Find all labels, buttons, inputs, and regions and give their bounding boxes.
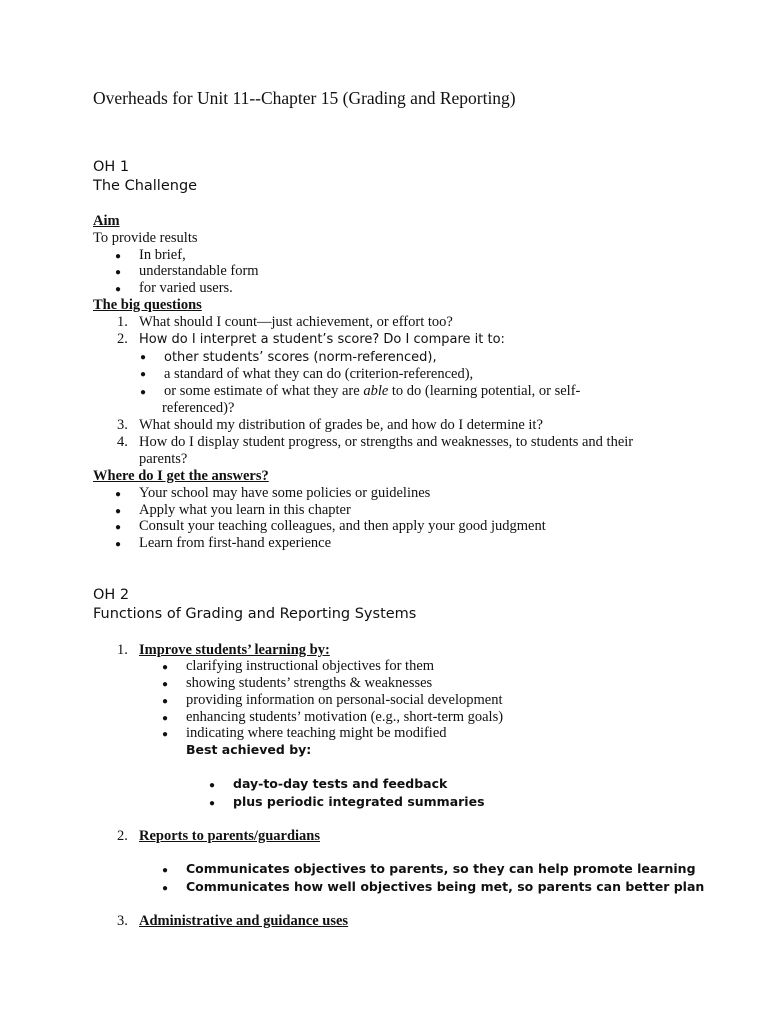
question-2-sub-continuation: referenced)? bbox=[162, 400, 235, 416]
best-item: day-to-day tests and feedback bbox=[233, 776, 448, 791]
question-1: What should I count—just achievement, or effort too? bbox=[139, 314, 453, 330]
question-2-sub bbox=[164, 384, 580, 399]
best-achieved-label: Best achieved by: bbox=[186, 742, 312, 757]
bullet-icon: ● bbox=[115, 251, 122, 262]
bullet-icon: ● bbox=[115, 489, 122, 500]
function-3-heading: Administrative and guidance uses bbox=[139, 913, 349, 929]
list-number: 1. bbox=[117, 642, 128, 658]
list-number: 2. bbox=[117, 828, 128, 844]
aim-item: understandable form bbox=[139, 263, 259, 279]
question-2-sub: other students’ scores (norm-referenced), bbox=[164, 350, 437, 365]
best-item: plus periodic integrated summaries bbox=[233, 794, 485, 809]
bullet-icon: ● bbox=[162, 662, 169, 673]
question-2-sub-text: or some estimate of what they are bbox=[164, 383, 364, 399]
list-number: 3. bbox=[117, 913, 128, 929]
question-2-sub-emphasis: able bbox=[363, 383, 389, 399]
answer-item: Learn from first-hand experience bbox=[139, 535, 332, 551]
bullet-icon: ● bbox=[162, 679, 169, 690]
function-1-heading: Improve students’ learning by: bbox=[139, 642, 330, 658]
question-3: What should my distribution of grades be, and how do I determine it? bbox=[139, 417, 543, 433]
bullet-icon: ● bbox=[209, 780, 216, 791]
aim-item: for varied users. bbox=[139, 280, 233, 296]
oh2-heading: Functions of Grading and Reporting Systems bbox=[93, 606, 417, 622]
oh1-heading: The Challenge bbox=[93, 178, 198, 194]
oh2-label: OH 2 bbox=[93, 587, 130, 603]
bullet-icon: ● bbox=[162, 696, 169, 707]
bullet-icon: ● bbox=[115, 522, 122, 533]
aim-item: In brief, bbox=[139, 247, 186, 263]
bullet-icon: ● bbox=[140, 369, 147, 380]
bullet-icon: ● bbox=[209, 798, 216, 809]
bullet-icon: ● bbox=[162, 883, 169, 894]
aim-intro: To provide results bbox=[93, 230, 198, 246]
bullet-icon: ● bbox=[162, 865, 169, 876]
function-2-heading: Reports to parents/guardians bbox=[139, 828, 320, 844]
function-1-item: clarifying instructional objectives for them bbox=[186, 658, 435, 674]
question-2-sub-text: to do (learning potential, or self- bbox=[388, 383, 581, 399]
question-4: How do I display student progress, or strengths and weaknesses, to students and their bbox=[139, 434, 634, 450]
bullet-icon: ● bbox=[140, 352, 147, 363]
big-questions-heading: The big questions bbox=[93, 297, 202, 313]
function-2-item: Communicates objectives to parents, so they can help promote learning bbox=[186, 861, 696, 876]
function-1-item: providing information on personal-social development bbox=[186, 692, 503, 708]
document-title: Overheads for Unit 11--Chapter 15 (Grading and Reporting) bbox=[93, 88, 516, 108]
question-2: How do I interpret a student’s score? Do I compare it to: bbox=[139, 332, 505, 347]
bullet-icon: ● bbox=[115, 506, 122, 517]
bullet-icon: ● bbox=[162, 729, 169, 740]
function-1-item: enhancing students’ motivation (e.g., short-term goals) bbox=[186, 709, 504, 725]
oh1-label: OH 1 bbox=[93, 159, 130, 175]
list-number: 2. bbox=[117, 331, 128, 347]
answers-heading: Where do I get the answers? bbox=[93, 468, 269, 484]
bullet-icon: ● bbox=[115, 284, 122, 295]
function-1-item: indicating where teaching might be modified bbox=[186, 725, 447, 741]
list-number: 4. bbox=[117, 434, 128, 450]
bullet-icon: ● bbox=[115, 539, 122, 550]
bullet-icon: ● bbox=[162, 713, 169, 724]
list-number: 3. bbox=[117, 417, 128, 433]
bullet-icon: ● bbox=[115, 267, 122, 278]
question-4-continuation: parents? bbox=[139, 451, 188, 467]
answer-item: Your school may have some policies or guidelines bbox=[139, 485, 431, 501]
answer-item: Consult your teaching colleagues, and then apply your good judgment bbox=[139, 518, 546, 534]
question-2-sub: a standard of what they can do (criterion-referenced), bbox=[164, 366, 474, 382]
function-1-item: showing students’ strengths & weaknesses bbox=[186, 675, 433, 691]
list-number: 1. bbox=[117, 314, 128, 330]
aim-heading: Aim bbox=[93, 213, 120, 229]
function-2-item: Communicates how well objectives being met, so parents can better plan bbox=[186, 879, 705, 894]
answer-item: Apply what you learn in this chapter bbox=[139, 502, 351, 518]
bullet-icon: ● bbox=[140, 387, 147, 398]
